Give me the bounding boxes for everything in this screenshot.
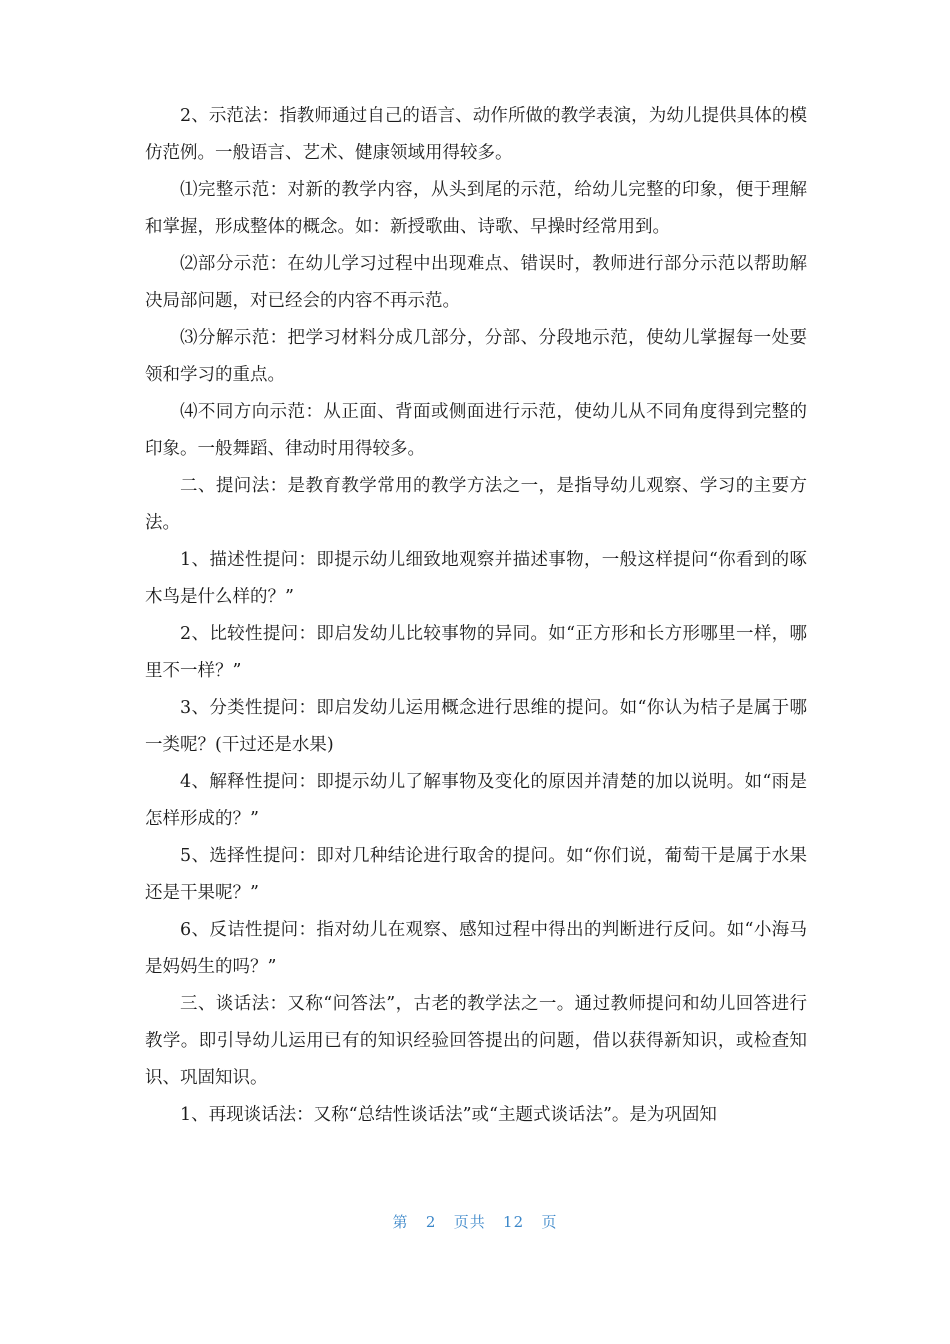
paragraph-demonstration-method: 2、示范法：指教师通过自己的语言、动作所做的教学表演，为幼儿提供具体的模仿范例。一般语言、艺术、健康领域用得较多。 (145, 106, 807, 163)
paragraph-conversation-method: 三、谈话法：又称“问答法”，古老的教学法之一。通过教师提问和幼儿回答进行教学。即引导幼儿运用已有的知识经验回答提出的问题，借以获得新知识，或检查知识、巩固知识。 (145, 994, 807, 1088)
paragraph-comparative-question: 2、比较性提问：即启发幼儿比较事物的异同。如“正方形和长方形哪里一样，哪里不一样？” (145, 624, 807, 681)
paragraph-classification-question: 3、分类性提问：即启发幼儿运用概念进行思维的提问。如“你认为桔子是属于哪一类呢？(干过还是水果) (145, 698, 807, 755)
paragraph-explanatory-question: 4、解释性提问：即提示幼儿了解事物及变化的原因并清楚的加以说明。如“雨是怎样形成的？” (145, 772, 807, 829)
footer-total-pages: 12 (503, 1213, 525, 1231)
paragraph-direction-demo: ⑷不同方向示范：从正面、背面或侧面进行示范，使幼儿从不同角度得到完整的印象。一般舞蹈、律动时用得较多。 (145, 402, 807, 459)
footer-prefix: 第 (392, 1213, 409, 1231)
document-body (145, 98, 807, 1134)
paragraph-decomposed-demo: ⑶分解示范：把学习材料分成几部分，分部、分段地示范，使幼儿掌握每一处要领和学习的重点。 (145, 328, 807, 385)
paragraph-descriptive-question: 1、描述性提问：即提示幼儿细致地观察并描述事物，一般这样提问“你看到的啄木鸟是什么样的？” (145, 550, 807, 607)
paragraph-questioning-method: 二、提问法：是教育教学常用的教学方法之一，是指导幼儿观察、学习的主要方法。 (145, 476, 807, 533)
footer-suffix: 页 (541, 1213, 558, 1231)
paragraph-partial-demo: ⑵部分示范：在幼儿学习过程中出现难点、错误时，教师进行部分示范以帮助解决局部问题，对已经会的内容不再示范。 (145, 254, 807, 311)
footer-current-page: 2 (425, 1213, 437, 1231)
paragraph-complete-demo: ⑴完整示范：对新的教学内容，从头到尾的示范，给幼儿完整的印象，便于理解和掌握，形成整体的概念。如：新授歌曲、诗歌、早操时经常用到。 (145, 180, 807, 237)
paragraph-selective-question: 5、选择性提问：即对几种结论进行取舍的提问。如“你们说，葡萄干是属于水果还是干果呢？” (145, 846, 807, 903)
paragraph-rhetorical-question: 6、反诘性提问：指对幼儿在观察、感知过程中得出的判断进行反问。如“小海马是妈妈生的吗？” (145, 920, 807, 977)
footer-middle: 页共 (453, 1213, 486, 1231)
page-footer (0, 1211, 950, 1232)
paragraph-recall-conversation: 1、再现谈话法：又称“总结性谈话法”或“主题式谈话法”。是为巩固知 (180, 1105, 717, 1125)
